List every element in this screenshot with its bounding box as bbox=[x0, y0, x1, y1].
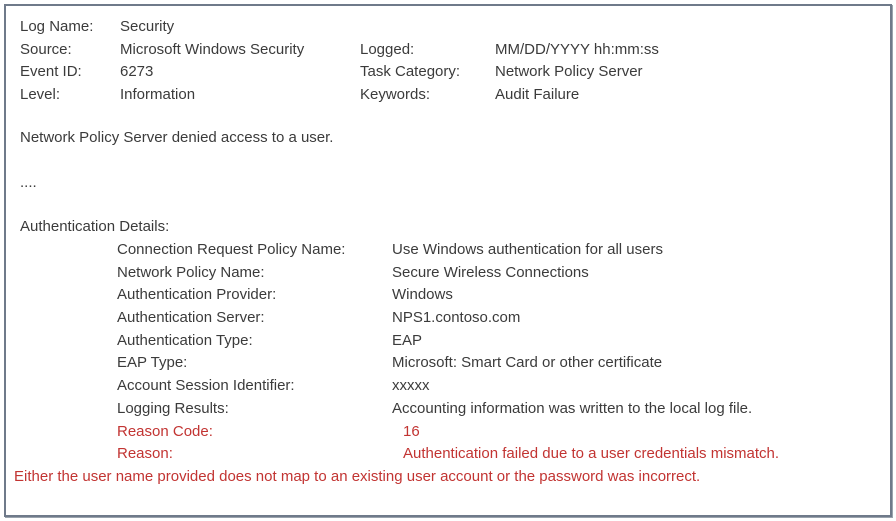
event-log-panel bbox=[4, 4, 892, 517]
indent-spacer bbox=[20, 398, 117, 421]
field-label bbox=[360, 16, 495, 39]
indent-spacer bbox=[20, 284, 117, 307]
detail-row-reason-code bbox=[20, 421, 880, 444]
detail-value: NPS1.contoso.com bbox=[392, 309, 521, 327]
detail-value: Secure Wireless Connections bbox=[392, 263, 589, 281]
detail-label: Reason Code: bbox=[117, 422, 213, 440]
detail-row bbox=[20, 375, 880, 398]
field-label: Logged: bbox=[360, 40, 415, 58]
field-value: Audit Failure bbox=[495, 86, 580, 104]
detail-value: Use Windows authentication for all users bbox=[392, 240, 663, 258]
detail-value: Windows bbox=[392, 286, 453, 304]
field-value: Information bbox=[120, 86, 196, 104]
detail-row bbox=[20, 307, 880, 330]
header-row bbox=[20, 84, 880, 107]
indent-spacer bbox=[20, 375, 117, 398]
detail-label: Account Session Identifier: bbox=[117, 377, 295, 395]
section-title: Authentication Details: bbox=[20, 218, 170, 236]
detail-label: Connection Request Policy Name: bbox=[117, 240, 346, 258]
field-value: Microsoft Windows Security bbox=[120, 40, 305, 58]
detail-label: Logging Results: bbox=[117, 399, 229, 417]
detail-label: Reason: bbox=[117, 445, 173, 463]
header-row bbox=[20, 39, 880, 62]
detail-label: EAP Type: bbox=[117, 354, 188, 372]
field-label: Log Name: bbox=[20, 18, 94, 35]
reason-continuation-text: Either the user name provided does not map to an existing user account or the password was incorrect. bbox=[14, 467, 701, 485]
truncation-ellipsis: .... bbox=[20, 173, 37, 191]
detail-value: EAP bbox=[392, 331, 423, 349]
detail-label: Network Policy Name: bbox=[117, 263, 265, 281]
indent-spacer bbox=[20, 421, 117, 444]
event-log-content bbox=[6, 6, 890, 489]
indent-spacer bbox=[20, 330, 117, 353]
field-value: MM/DD/YYYY hh:mm:ss bbox=[495, 40, 659, 58]
field-value: 6273 bbox=[120, 63, 154, 81]
detail-value: Authentication failed due to a user credentials mismatch. bbox=[403, 445, 780, 463]
indent-spacer bbox=[20, 352, 117, 375]
indent-spacer bbox=[20, 239, 117, 262]
indent-spacer bbox=[20, 307, 117, 330]
detail-label: Authentication Type: bbox=[117, 331, 253, 349]
field-label: Level: bbox=[20, 86, 61, 104]
event-description: Network Policy Server denied access to a user. bbox=[20, 128, 334, 146]
detail-label: Authentication Server: bbox=[117, 309, 265, 327]
indent-spacer bbox=[20, 443, 117, 466]
detail-row bbox=[20, 239, 880, 262]
event-header bbox=[20, 16, 880, 107]
detail-value: Accounting information was written to the local log file. bbox=[392, 399, 753, 417]
detail-row bbox=[20, 262, 880, 285]
detail-row-reason bbox=[20, 443, 880, 466]
field-value bbox=[495, 16, 880, 39]
field-label: Keywords: bbox=[360, 86, 431, 104]
field-label: Source: bbox=[20, 40, 72, 58]
field-label: Event ID: bbox=[20, 63, 82, 81]
field-value: Security bbox=[120, 18, 175, 35]
indent-spacer bbox=[20, 262, 117, 285]
header-row bbox=[20, 61, 880, 84]
detail-value: xxxxx bbox=[392, 377, 430, 395]
field-value: Network Policy Server bbox=[495, 63, 643, 81]
field-label: Task Category: bbox=[360, 63, 461, 81]
detail-label: Authentication Provider: bbox=[117, 286, 277, 304]
detail-row bbox=[20, 398, 880, 421]
detail-row bbox=[20, 352, 880, 375]
authentication-details bbox=[20, 239, 880, 466]
detail-value: Microsoft: Smart Card or other certificate bbox=[392, 354, 663, 372]
detail-row bbox=[20, 330, 880, 353]
header-row bbox=[20, 16, 880, 39]
detail-value: 16 bbox=[403, 422, 420, 440]
detail-row bbox=[20, 284, 880, 307]
